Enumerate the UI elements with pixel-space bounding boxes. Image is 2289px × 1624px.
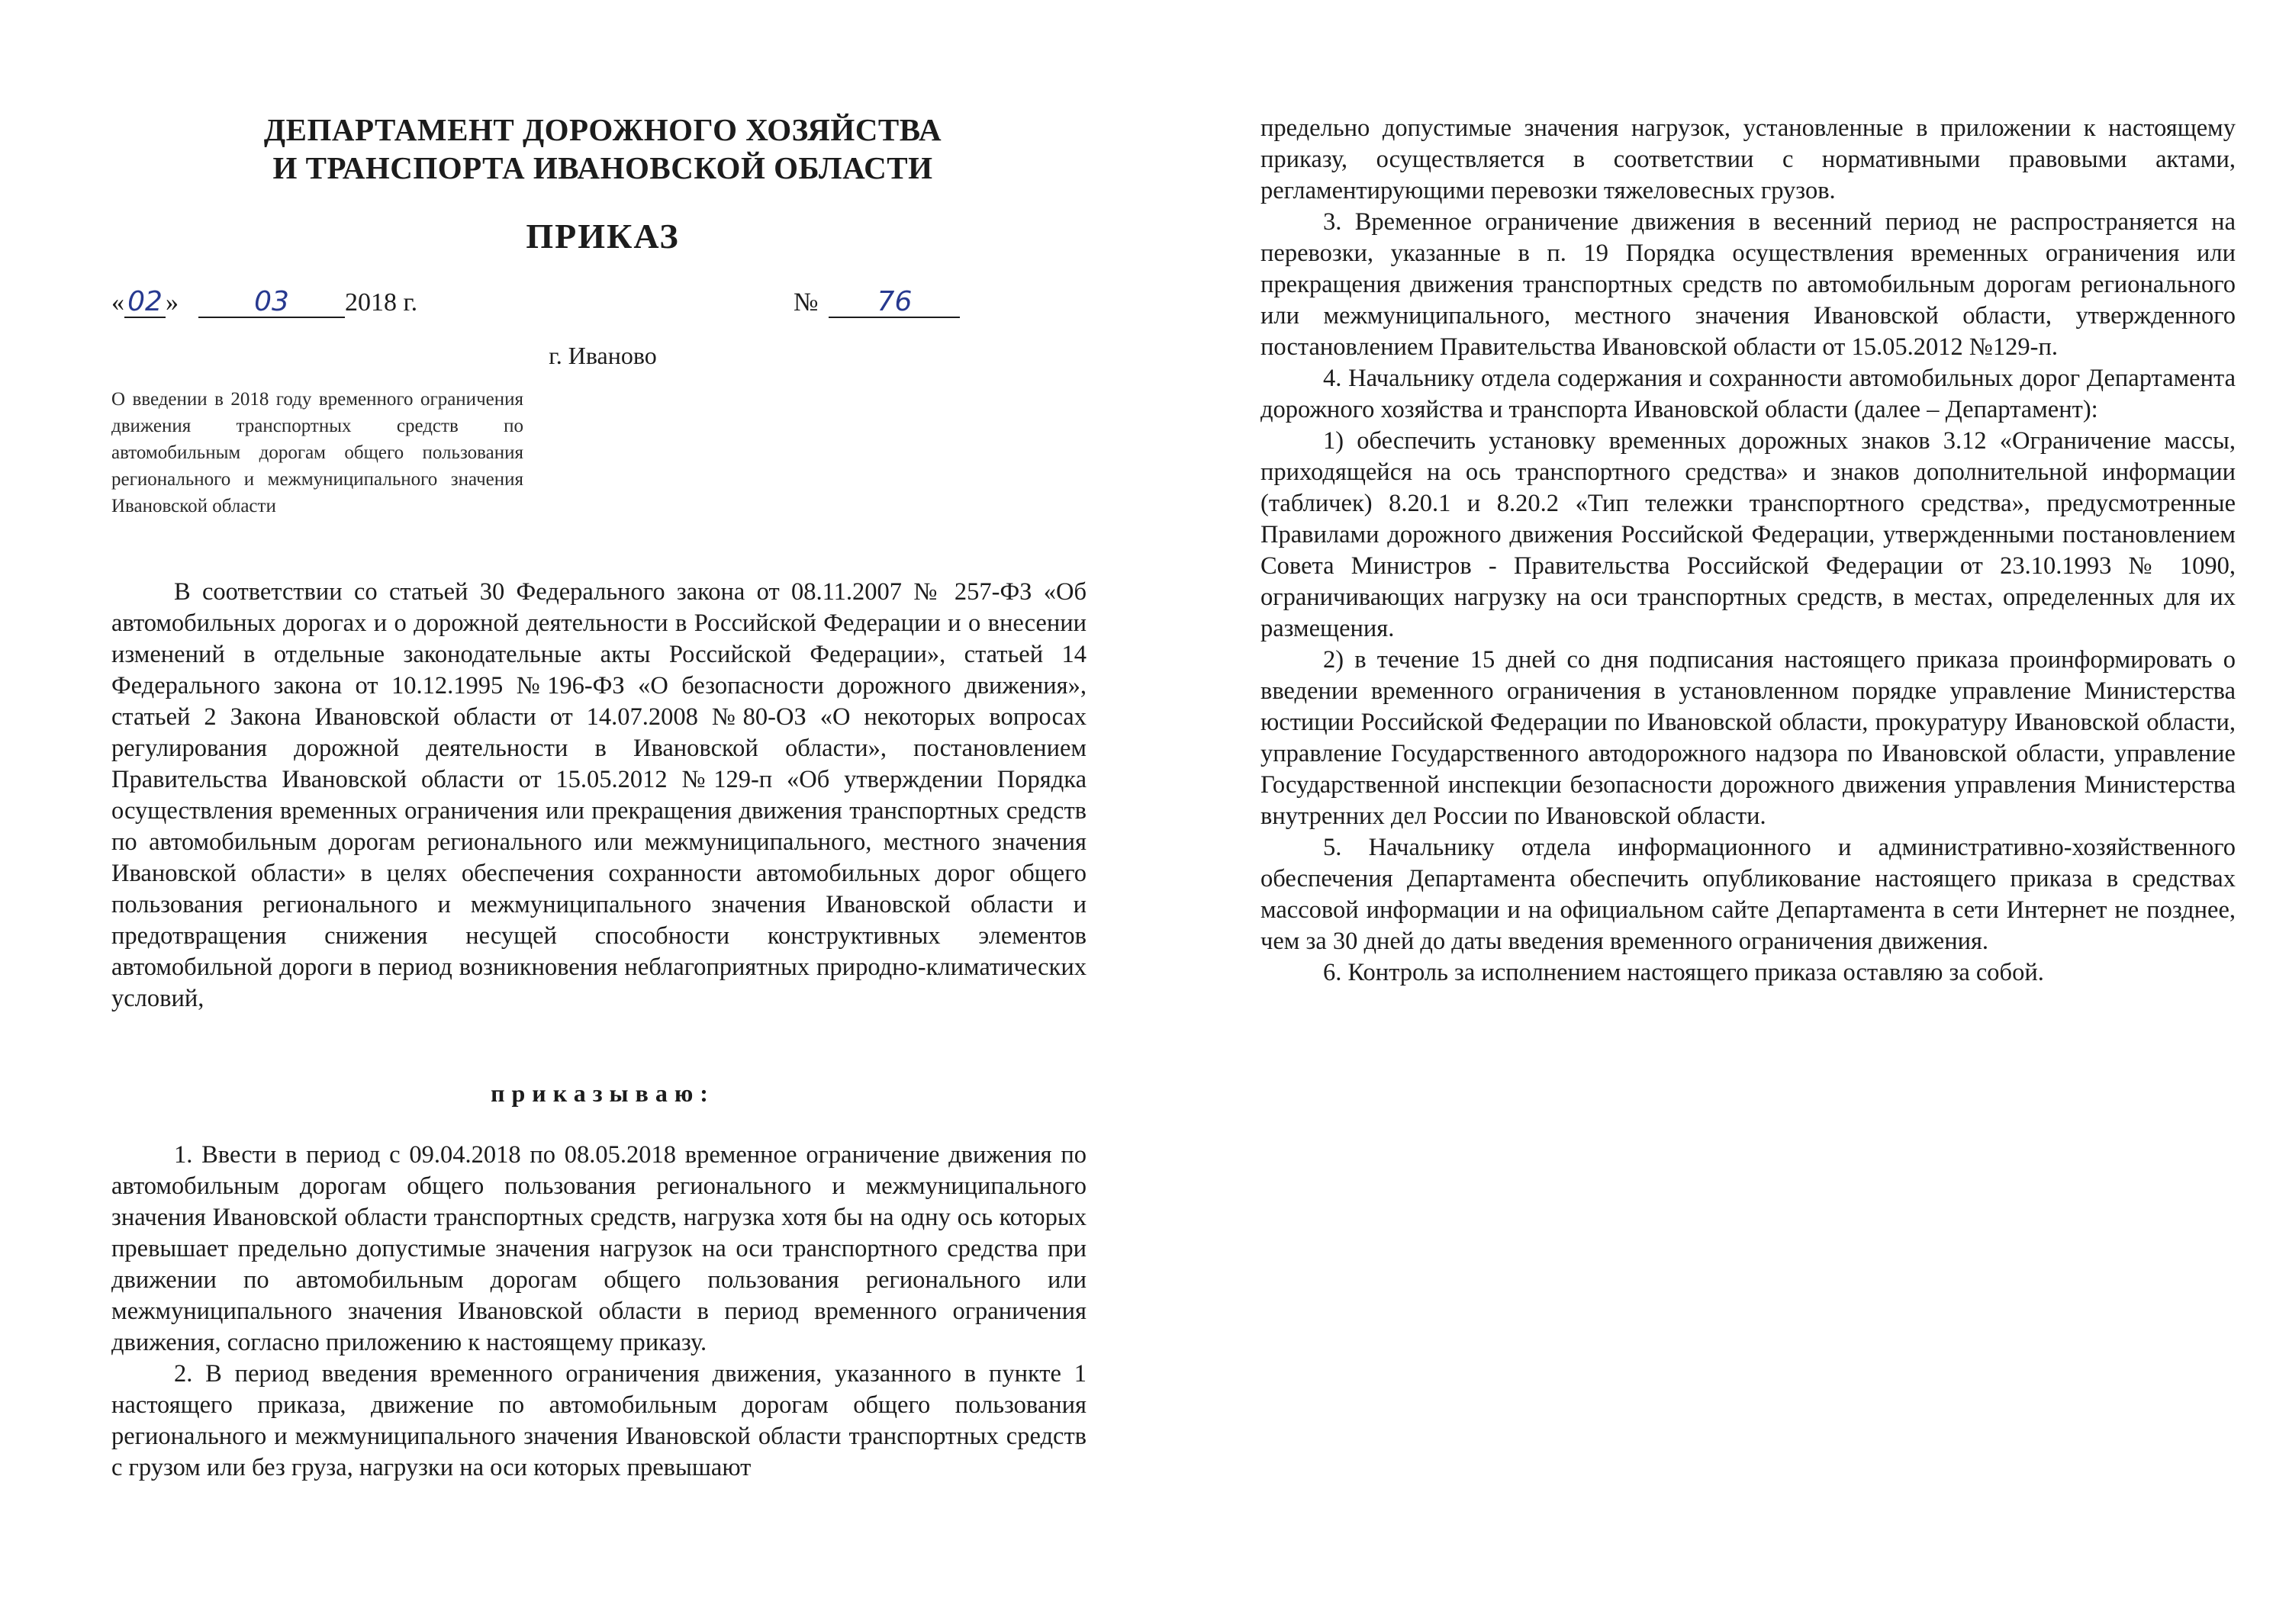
department-title-line-2: И ТРАНСПОРТА ИВАНОВСКОЙ ОБЛАСТИ [272, 150, 933, 185]
department-title-line-1: ДЕПАРТАМЕНТ ДОРОЖНОГО ХОЗЯЙСТВА [263, 112, 942, 147]
city-name: г. Иваново [549, 342, 657, 369]
item-4: 4. Начальнику отдела содержания и сохранности автомобильных дорог Департамента дорожного хозяйства и транспорта Ивановской области (далее – Департамент): [1260, 365, 2236, 423]
date-month-handwritten: 03 [198, 288, 345, 318]
date-year: 2018 г. [345, 288, 418, 317]
order-items-right [1260, 113, 2236, 989]
document-type-title: ПРИКАЗ [526, 217, 680, 256]
page-right [1144, 0, 2289, 1624]
date-open-quote: « [111, 288, 124, 317]
order-subject: О введении в 2018 году временного ограничения движения транспортных средств по автомобильным дорогам общего пользования регионального и межмуниципального значения Ивановской области [111, 389, 523, 516]
item-6: 6. Контроль за исполнением настоящего приказа оставляю за собой. [1323, 959, 2044, 986]
item-2-start: 2. В период введения временного ограничения движения, указанного в пункте 1 настоящего приказа, движение по автомобильным дорогам общего пользования регионального и межмуниципального значения Ивановской области транспортных средств с грузом или без груза, нагрузки на оси которых превышают [111, 1360, 1087, 1481]
order-number-handwritten: 76 [829, 288, 960, 318]
department-title [114, 111, 1091, 187]
item-4-subitem-1: 1) обеспечить установку временных дорожных знаков 3.12 «Ограничение массы, приходящейся на ось транспортного средства» и знаков дополнительной информации (табличек) 8.20.1 и 8.20.2 «Тип тележки транспортного средства», предусмотренные Правилами дорожного движения Российской Федерации, утвержденными постановлением Совета Министров - Правительства Российской Федерации от 23.10.1993 № 1090, ограничивающих нагрузку на оси транспортных средств, в местах, определенных для их размещения. [1260, 427, 2236, 642]
date-close-quote: » [166, 288, 179, 317]
order-word: приказываю: [491, 1079, 715, 1107]
page-left [0, 0, 1144, 1624]
number-sign: № [794, 288, 819, 317]
item-1: 1. Ввести в период с 09.04.2018 по 08.05.2018 временное ограничение движения по автомобильным дорогам общего пользования регионального и межмуниципального значения Ивановской области транспортных средств, нагрузка хотя бы на одну ось которых превышает предельно допустимые значения нагрузок на оси транспортного средства при движении по автомобильным дорогам общего пользования регионального или межмуниципального значения Ивановской области в период временного ограничения движения, согласно приложению к настоящему приказу. [111, 1141, 1087, 1356]
preamble-paragraph: В соответствии со статьей 30 Федерального закона от 08.11.2007 № 257-ФЗ «Об автомобильных дорогах и о дорожной деятельности в Российской Федерации и о внесении изменений в отдельные законодательные акты Российской Федерации», статьей 14 Федерального закона от 10.12.1995 №196-ФЗ «О безопасности дорожного движения», статьей 2 Закона Ивановской области от 14.07.2008 №80-ОЗ «О некоторых вопросах регулирования дорожной деятельности в Ивановской области», постановлением Правительства Ивановской области от 15.05.2012 №129-п «Об утверждении Порядка осуществления временных ограничения или прекращения движения транспортных средств по автомобильным дорогам регионального или межмуниципального, местного значения Ивановской области» в целях обеспечения сохранности автомобильных дорог общего пользования регионального и межмуниципального значения Ивановской области и предотвращения снижения несущей способности конструктивных элементов автомобильной дороги в период возникновения неблагоприятных природно-климатических условий, [111, 578, 1087, 1012]
preamble [111, 577, 1087, 1015]
item-5: 5. Начальнику отдела информационного и административно-хозяйственного обеспечения Департамента обеспечить опубликование настоящего приказа в средствах массовой информации и на официальном сайте Департамента в сети Интернет не позднее, чем за 30 дней до даты введения временного ограничения движения. [1260, 834, 2236, 955]
item-4-subitem-2: 2) в течение 15 дней со дня подписания настоящего приказа проинформировать о введении временного ограничения в установленном порядке управление Министерства юстиции Российской Федерации по Ивановской области, прокуратуру Ивановской области, управление Государственного автодорожного надзора по Ивановской области, управление Государственной инспекции безопасности дорожного движения управления Министерства внутренних дел России по Ивановской области. [1260, 646, 2236, 830]
item-3: 3. Временное ограничение движения в весенний период не распространяется на перевозки, указанные в п. 19 Порядка осуществления временных ограничения или прекращения движения транспортных средств по автомобильным дорогам регионального или межмуниципального, местного значения Ивановской области, утвержденного постановлением Правительства Ивановской области от 15.05.2012 №129-п. [1260, 208, 2236, 361]
order-items-left [111, 1140, 1087, 1484]
order-date [111, 286, 417, 320]
item-2-continued: предельно допустимые значения нагрузок, установленные в приложении к настоящему приказу, осуществляется в соответствии с нормативными правовыми актами, регламентирующими перевозки тяжеловесных грузов. [1260, 114, 2236, 204]
date-day-handwritten: 02 [124, 288, 166, 318]
order-number [794, 286, 960, 320]
